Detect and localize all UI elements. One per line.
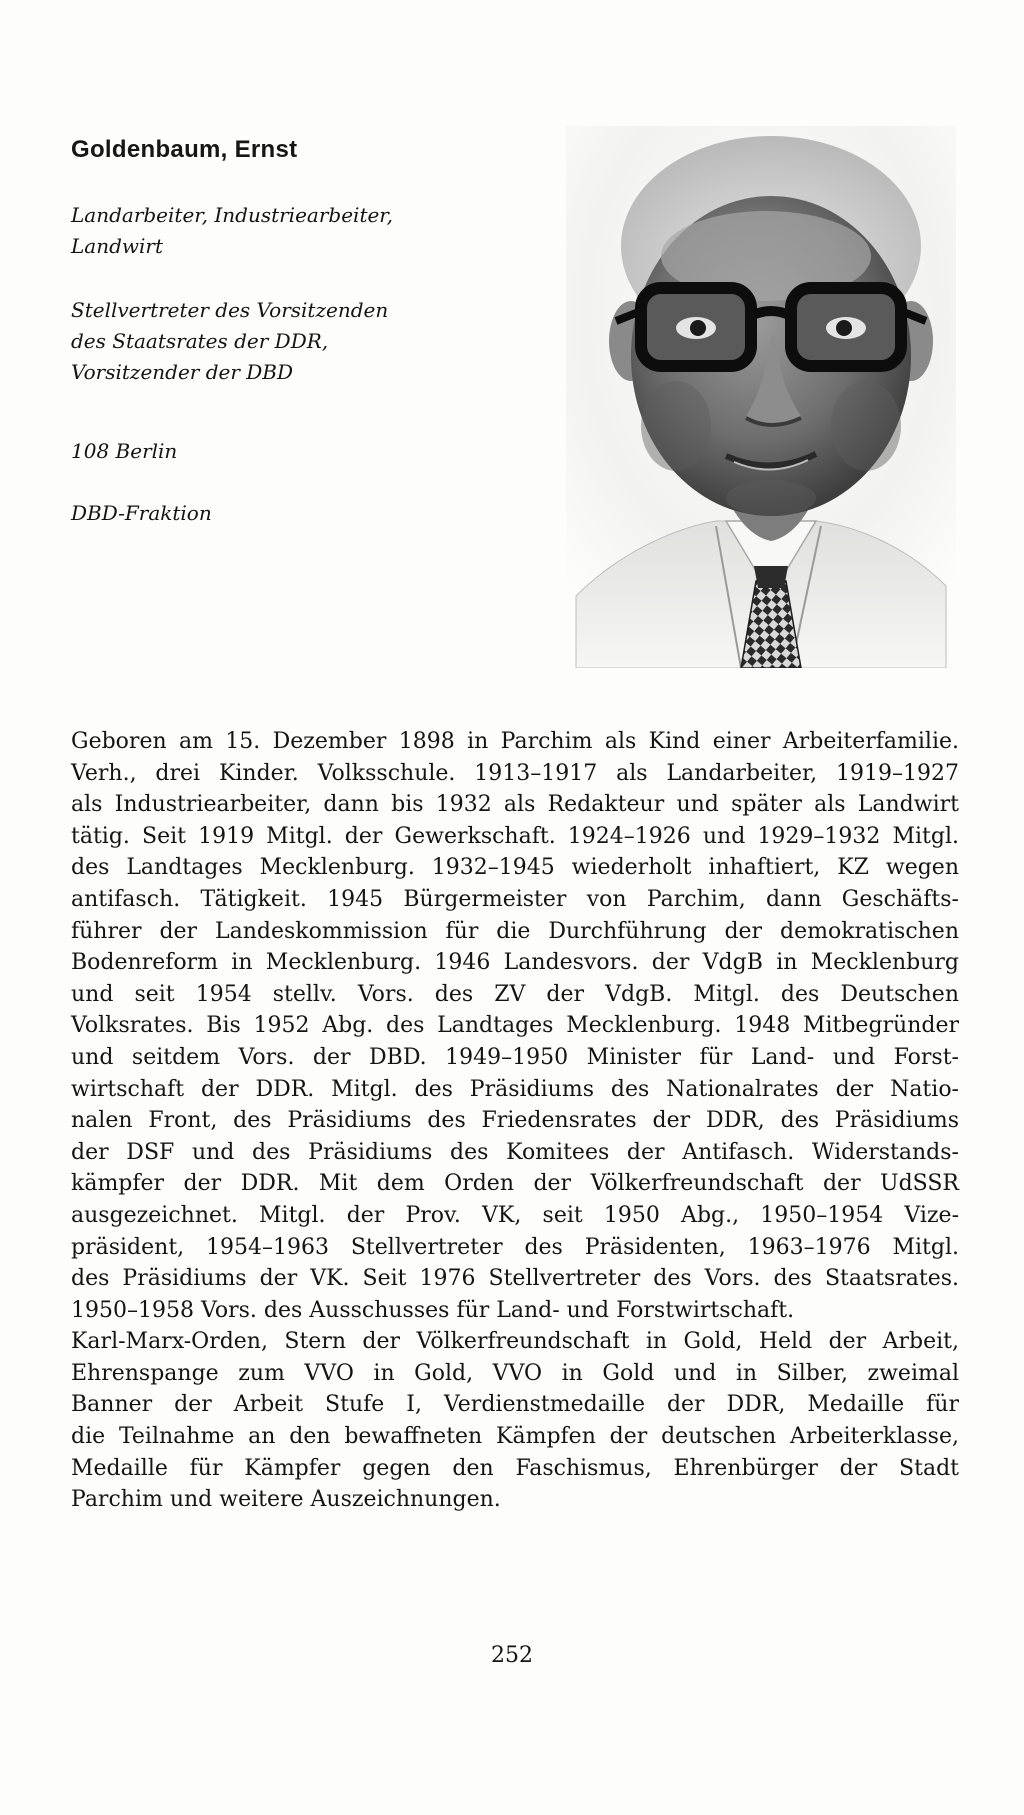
occupation-line: Landwirt bbox=[71, 234, 164, 258]
page-number: 252 bbox=[491, 1643, 533, 1668]
biography-line: wirtschaft der DDR. Mitgl. des Präsidiums des Nationalrates der Natio- bbox=[71, 1076, 959, 1102]
biography-line: des Landtages Mecklenburg. 1932–1945 wiederholt inhaftiert, KZ wegen bbox=[71, 855, 959, 881]
biography bbox=[71, 726, 959, 1516]
entry-name: Goldenbaum, Ernst bbox=[71, 136, 298, 163]
position bbox=[71, 295, 471, 388]
biography-line: Bodenreform in Mecklenburg. 1946 Landesvors. der VdgB in Mecklenburg bbox=[71, 950, 959, 976]
biography-line: Verh., drei Kinder. Volksschule. 1913–1917 als Landarbeiter, 1919–1927 bbox=[71, 760, 959, 786]
faction: DBD-Fraktion bbox=[71, 501, 212, 525]
position-line: Stellvertreter des Vorsitzenden bbox=[71, 298, 389, 322]
portrait-photo bbox=[566, 126, 956, 668]
biography-line: ausgezeichnet. Mitgl. der Prov. VK, seit 1950 Abg., 1950–1954 Vize- bbox=[71, 1202, 959, 1228]
position-line: Vorsitzender der DBD bbox=[71, 360, 294, 384]
biography-line: nalen Front, des Präsidiums des Friedensrates der DDR, des Präsidiums bbox=[71, 1108, 959, 1134]
biography-line: Banner der Arbeit Stufe I, Verdienstmedaille der DDR, Medaille für bbox=[71, 1392, 959, 1418]
biography-line: Parchim und weitere Auszeichnungen. bbox=[71, 1487, 501, 1513]
occupation-line: Landarbeiter, Industriearbeiter, bbox=[71, 203, 394, 227]
biography-line: als Industriearbeiter, dann bis 1932 als Redakteur und später als Landwirt bbox=[71, 792, 959, 818]
biography-line: Ehrenspange zum VVO in Gold, VVO in Gold und in Silber, zweimal bbox=[71, 1360, 959, 1386]
address: 108 Berlin bbox=[71, 439, 178, 463]
biography-line: tätig. Seit 1919 Mitgl. der Gewerkschaft. 1924–1926 und 1929–1932 Mitgl. bbox=[71, 823, 959, 849]
biography-line: und seitdem Vors. der DBD. 1949–1950 Minister für Land- und Forst- bbox=[71, 1044, 959, 1070]
biography-line: die Teilnahme an den bewaffneten Kämpfen der deutschen Arbeiterklasse, bbox=[71, 1424, 959, 1450]
biography-line: Medaille für Kämpfer gegen den Faschismus, Ehrenbürger der Stadt bbox=[71, 1455, 959, 1481]
biography-line: antifasch. Tätigkeit. 1945 Bürgermeister von Parchim, dann Geschäfts- bbox=[71, 886, 959, 912]
biography-line: kämpfer der DDR. Mit dem Orden der Völkerfreundschaft der UdSSR bbox=[71, 1171, 959, 1197]
biography-line: präsident, 1954–1963 Stellvertreter des Präsidenten, 1963–1976 Mitgl. bbox=[71, 1234, 959, 1260]
biography-line: der DSF und des Präsidiums des Komitees der Antifasch. Widerstands- bbox=[71, 1139, 959, 1165]
biography-line: des Präsidiums der VK. Seit 1976 Stellvertreter des Vors. des Staatsrates. bbox=[71, 1266, 959, 1292]
biography-line: führer der Landeskommission für die Durchführung der demokratischen bbox=[71, 918, 959, 944]
biography-line: Volksrates. Bis 1952 Abg. des Landtages Mecklenburg. 1948 Mitbegründer bbox=[71, 1013, 959, 1039]
biography-line: Karl-Marx-Orden, Stern der Völkerfreundschaft in Gold, Held der Arbeit, bbox=[71, 1329, 959, 1355]
biography-line: und seit 1954 stellv. Vors. des ZV der VdgB. Mitgl. des Deutschen bbox=[71, 981, 959, 1007]
position-line: des Staatsrates der DDR, bbox=[71, 329, 329, 353]
biography-line: Geboren am 15. Dezember 1898 in Parchim als Kind einer Arbeiterfamilie. bbox=[71, 729, 959, 754]
occupation bbox=[71, 200, 471, 262]
biography-line: 1950–1958 Vors. des Ausschusses für Land- und Forstwirtschaft. bbox=[71, 1297, 795, 1323]
